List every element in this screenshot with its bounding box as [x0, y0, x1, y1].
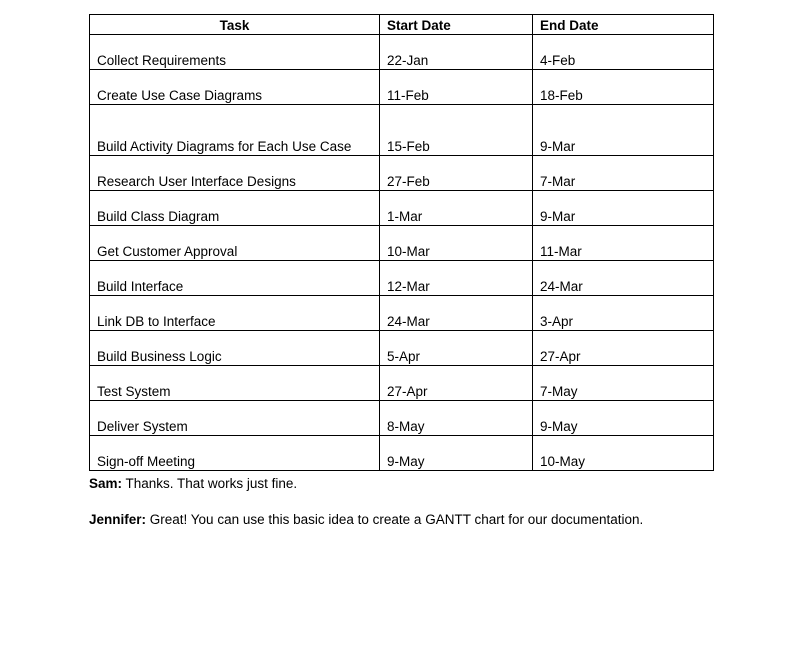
- start-date-cell: 15-Feb: [380, 105, 533, 156]
- table-row: [90, 70, 714, 105]
- table-row: [90, 331, 714, 366]
- end-date-cell: 10-May: [533, 436, 714, 471]
- end-date-cell: 3-Apr: [533, 296, 714, 331]
- start-date-cell: 5-Apr: [380, 331, 533, 366]
- column-header-end-date: End Date: [533, 15, 714, 35]
- end-date-cell: 9-May: [533, 401, 714, 436]
- column-header-task: Task: [90, 15, 380, 35]
- task-cell: Deliver System: [90, 401, 380, 436]
- table-row: [90, 105, 714, 156]
- start-date-cell: 11-Feb: [380, 70, 533, 105]
- task-cell: Build Activity Diagrams for Each Use Case: [90, 105, 380, 156]
- dialogue-line-sam: [89, 475, 769, 493]
- table-row: [90, 296, 714, 331]
- start-date-cell: 10-Mar: [380, 226, 533, 261]
- speaker-name: Sam:: [89, 476, 123, 491]
- speaker-name: Jennifer:: [89, 512, 147, 527]
- table-header-row: [90, 15, 714, 35]
- dialogue-line-jennifer: [89, 511, 769, 529]
- start-date-cell: 12-Mar: [380, 261, 533, 296]
- end-date-cell: 9-Mar: [533, 191, 714, 226]
- end-date-cell: 7-Mar: [533, 156, 714, 191]
- table-row: [90, 191, 714, 226]
- table-row: [90, 261, 714, 296]
- task-schedule-table: [89, 14, 714, 471]
- end-date-cell: 27-Apr: [533, 331, 714, 366]
- table-row: [90, 226, 714, 261]
- task-cell: Build Class Diagram: [90, 191, 380, 226]
- end-date-cell: 18-Feb: [533, 70, 714, 105]
- table-row: [90, 366, 714, 401]
- task-cell: Sign-off Meeting: [90, 436, 380, 471]
- start-date-cell: 9-May: [380, 436, 533, 471]
- start-date-cell: 24-Mar: [380, 296, 533, 331]
- end-date-cell: 9-Mar: [533, 105, 714, 156]
- table-row: [90, 436, 714, 471]
- dialogue-text: Thanks. That works just fine.: [122, 476, 298, 491]
- table-row: [90, 35, 714, 70]
- start-date-cell: 1-Mar: [380, 191, 533, 226]
- start-date-cell: 22-Jan: [380, 35, 533, 70]
- task-cell: Create Use Case Diagrams: [90, 70, 380, 105]
- task-cell: Get Customer Approval: [90, 226, 380, 261]
- start-date-cell: 8-May: [380, 401, 533, 436]
- end-date-cell: 7-May: [533, 366, 714, 401]
- table-row: [90, 156, 714, 191]
- column-header-start-date: Start Date: [380, 15, 533, 35]
- start-date-cell: 27-Feb: [380, 156, 533, 191]
- task-cell: Test System: [90, 366, 380, 401]
- end-date-cell: 11-Mar: [533, 226, 714, 261]
- end-date-cell: 24-Mar: [533, 261, 714, 296]
- end-date-cell: 4-Feb: [533, 35, 714, 70]
- task-cell: Research User Interface Designs: [90, 156, 380, 191]
- table-row: [90, 401, 714, 436]
- dialogue-text: Great! You can use this basic idea to create a GANTT chart for our documentation.: [146, 512, 644, 527]
- task-cell: Build Business Logic: [90, 331, 380, 366]
- task-cell: Build Interface: [90, 261, 380, 296]
- start-date-cell: 27-Apr: [380, 366, 533, 401]
- task-cell: Collect Requirements: [90, 35, 380, 70]
- task-cell: Link DB to Interface: [90, 296, 380, 331]
